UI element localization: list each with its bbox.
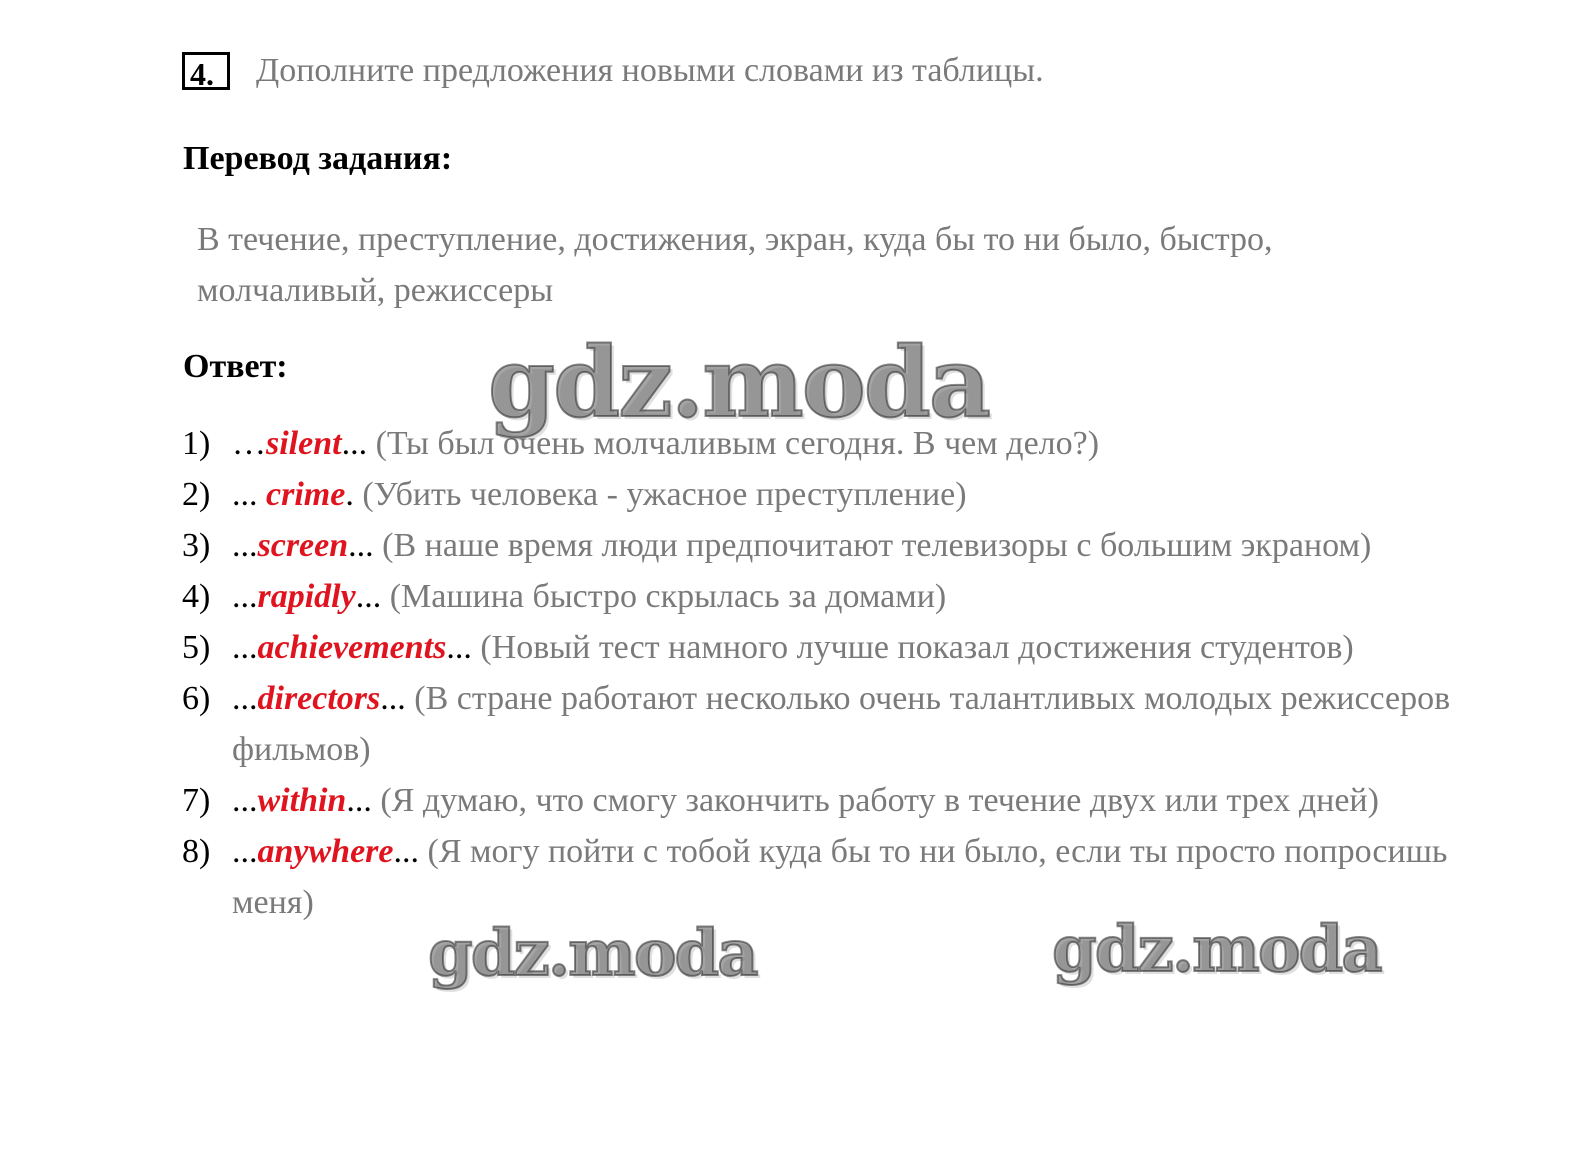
answer-word: crime	[266, 476, 346, 513]
answer-suffix: .	[345, 476, 354, 513]
answer-word: screen	[257, 527, 349, 564]
answer-prefix: ...	[232, 833, 258, 870]
answer-prefix: …	[232, 425, 266, 462]
answer-word: within	[257, 782, 347, 819]
answer-prefix: ...	[232, 527, 258, 564]
answer-list	[182, 418, 1462, 928]
answer-number: 5)	[182, 629, 211, 666]
answer-number: 3)	[182, 527, 211, 564]
task-instruction: Дополните предложения новыми словами из таблицы.	[256, 52, 1044, 89]
answer-translation: (Убить человека - ужасное преступление)	[353, 476, 967, 513]
answer-prefix: ...	[232, 476, 266, 513]
answer-suffix: ...	[348, 527, 374, 564]
answer-word: silent	[266, 425, 342, 462]
answer-number: 2)	[182, 476, 211, 513]
task-header	[182, 52, 1044, 90]
answer-translation: (Машина быстро скрылась за домами)	[381, 578, 947, 615]
answer-suffix: ...	[346, 782, 372, 819]
answer-item	[182, 775, 1462, 826]
translation-heading: Перевод задания:	[183, 140, 453, 177]
answer-number: 7)	[182, 782, 211, 819]
answer-suffix: ...	[393, 833, 419, 870]
answer-number: 8)	[182, 833, 211, 870]
answer-suffix: ...	[446, 629, 472, 666]
answer-suffix: ...	[380, 680, 406, 717]
answer-prefix: ...	[232, 782, 258, 819]
answer-item	[182, 418, 1462, 469]
answer-item	[182, 622, 1462, 673]
answer-number: 6)	[182, 680, 211, 717]
watermark-logo: gdz.moda	[488, 326, 990, 439]
answer-number: 1)	[182, 425, 211, 462]
answer-word: rapidly	[257, 578, 356, 615]
translation-text: В течение, преступление, достижения, экран, куда бы то ни было, быстро, молчаливый, режиссеры	[197, 221, 1273, 309]
answer-prefix: ...	[232, 629, 258, 666]
answer-word: anywhere	[257, 833, 394, 870]
answer-item	[182, 520, 1462, 571]
watermark-logo: gdz.moda	[428, 916, 757, 991]
task-number-box: 4.	[182, 52, 230, 90]
answer-item	[182, 673, 1462, 775]
answer-word: directors	[257, 680, 381, 717]
answer-translation: (Я могу пойти с тобой куда бы то ни было, если ты просто попросишь меня)	[232, 833, 1448, 921]
answer-number: 4)	[182, 578, 211, 615]
answer-translation: (В стране работают несколько очень талантливых молодых режиссеров фильмов)	[232, 680, 1451, 768]
answer-prefix: ...	[232, 680, 258, 717]
answer-item	[182, 469, 1462, 520]
answer-word: achievements	[257, 629, 447, 666]
answer-translation: (В наше время люди предпочитают телевизоры с большим экраном)	[373, 527, 1372, 564]
answer-suffix: ...	[355, 578, 382, 615]
answer-item	[182, 826, 1462, 928]
answer-prefix: ...	[232, 578, 258, 615]
watermark-logo: gdz.moda	[1052, 912, 1381, 987]
answer-item	[182, 571, 1462, 622]
answer-translation: (Новый тест намного лучше показал достижения студентов)	[471, 629, 1354, 666]
answer-translation: (Я думаю, что смогу закончить работу в течение двух или трех дней)	[371, 782, 1379, 819]
answer-suffix: ...	[341, 425, 368, 462]
answer-translation: (Ты был очень молчаливым сегодня. В чем дело?)	[367, 425, 1100, 462]
answer-heading: Ответ:	[183, 348, 288, 385]
